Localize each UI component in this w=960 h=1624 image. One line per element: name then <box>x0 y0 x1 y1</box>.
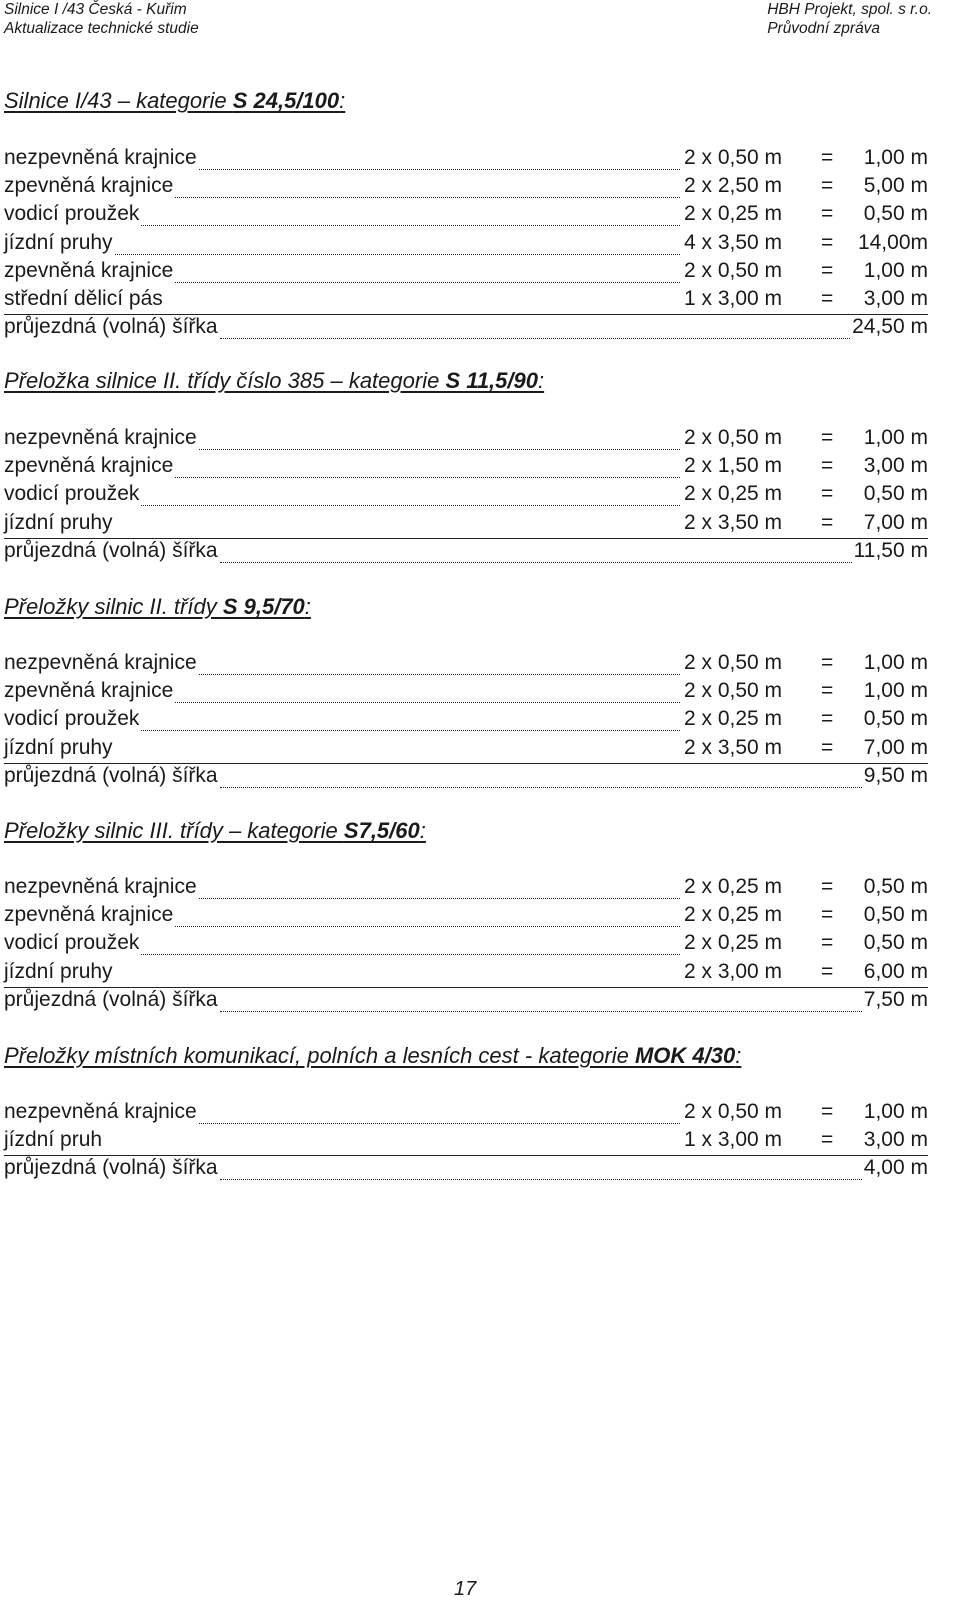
width-row <box>4 287 928 316</box>
row-result: 3,00 m <box>863 454 928 478</box>
row-label: zpevněná krajnice <box>4 174 174 198</box>
header-report-type: Průvodní zpráva <box>767 20 881 37</box>
row-result: 14,00m <box>857 230 928 254</box>
row-multiplier: 2 x 2,50 m <box>684 174 783 198</box>
row-label: jízdní pruhy <box>4 959 113 983</box>
row-label: vodicí proužek <box>4 202 140 226</box>
row-multiplier: 1 x 3,00 m <box>684 287 783 310</box>
row-multiplier: 2 x 0,50 m <box>684 679 783 703</box>
width-row <box>4 651 928 680</box>
section-heading <box>4 594 311 620</box>
row-multiplier: 2 x 3,50 m <box>684 735 783 759</box>
row-equals: = <box>821 230 834 254</box>
leader-dots <box>175 477 680 478</box>
width-row <box>4 903 928 932</box>
leader-dots <box>220 562 852 563</box>
row-equals: = <box>821 454 834 478</box>
total-width-row <box>4 764 928 793</box>
row-label: nezpevněná krajnice <box>4 875 197 898</box>
row-label: vodicí proužek <box>4 482 140 506</box>
row-result: 0,50 m <box>863 482 928 506</box>
row-multiplier: 2 x 0,50 m <box>684 651 783 674</box>
section-heading-text: Přeložka silnice II. třídy číslo 385 – kategorie <box>4 368 446 393</box>
row-equals: = <box>821 735 834 759</box>
leader-dots <box>141 954 680 955</box>
row-result: 0,50 m <box>863 875 928 898</box>
width-row <box>4 259 928 288</box>
row-result: 1,00 m <box>863 679 928 703</box>
width-row <box>4 931 928 960</box>
row-equals: = <box>821 707 834 731</box>
row-label: střední dělicí pás <box>4 287 163 310</box>
section-category-code: S 11,5/90 <box>445 368 538 393</box>
row-label: nezpevněná krajnice <box>4 146 197 169</box>
row-equals: = <box>821 146 834 169</box>
section-heading <box>4 818 426 844</box>
row-equals: = <box>821 959 834 983</box>
row-multiplier: 1 x 3,00 m <box>684 1128 783 1152</box>
row-result: 6,00 m <box>863 959 928 983</box>
total-width-value: 9,50 m <box>863 763 928 787</box>
section-heading <box>4 368 544 394</box>
row-equals: = <box>821 482 834 506</box>
row-result: 0,50 m <box>863 931 928 955</box>
section-heading-colon: : <box>419 818 426 843</box>
row-label: vodicí proužek <box>4 707 140 731</box>
leader-dots <box>175 282 680 283</box>
row-label: zpevněná krajnice <box>4 454 174 478</box>
row-label: průjezdná (volná) šířka <box>4 987 218 1011</box>
total-width-row <box>4 988 928 1017</box>
total-width-row <box>4 1156 928 1185</box>
row-label: zpevněná krajnice <box>4 258 174 282</box>
header-document-title: Silnice I /43 Česká - Kuřim <box>4 1 187 18</box>
leader-dots <box>175 926 680 927</box>
leader-dots <box>199 898 680 899</box>
section-heading-text: Přeložky místních komunikací, polních a lesních cest - kategorie <box>4 1043 635 1068</box>
width-row <box>4 1100 928 1129</box>
page-number: 17 <box>454 1578 477 1600</box>
section-heading-colon: : <box>735 1043 742 1068</box>
header-right <box>767 0 932 38</box>
total-width-value: 4,00 m <box>863 1156 928 1180</box>
width-row <box>4 174 928 203</box>
row-result: 7,00 m <box>863 735 928 759</box>
row-equals: = <box>821 651 834 674</box>
row-multiplier: 2 x 0,25 m <box>684 875 783 898</box>
leader-dots <box>220 1179 862 1180</box>
row-label: zpevněná krajnice <box>4 679 174 703</box>
row-label: průjezdná (volná) šířka <box>4 1156 218 1180</box>
row-label: průjezdná (volná) šířka <box>4 538 218 562</box>
row-label: průjezdná (volná) šířka <box>4 763 218 787</box>
width-row <box>4 707 928 736</box>
row-equals: = <box>821 1100 834 1123</box>
section-heading-text: Přeložky silnic II. třídy <box>4 594 223 619</box>
total-width-value: 11,50 m <box>853 538 928 562</box>
row-equals: = <box>821 426 834 449</box>
width-row <box>4 231 928 260</box>
row-equals: = <box>821 202 834 226</box>
row-label: průjezdná (volná) šířka <box>4 315 218 339</box>
row-label: jízdní pruhy <box>4 510 113 534</box>
total-width-value: 7,50 m <box>863 987 928 1011</box>
width-row <box>4 875 928 904</box>
row-result: 1,00 m <box>863 1100 928 1123</box>
row-result: 1,00 m <box>863 426 928 449</box>
section-heading-text: Přeložky silnic III. třídy – kategorie <box>4 818 344 843</box>
width-row <box>4 679 928 708</box>
row-label: vodicí proužek <box>4 931 140 955</box>
leader-dots <box>199 169 680 170</box>
row-equals: = <box>821 258 834 282</box>
leader-dots <box>115 254 680 255</box>
header-company: HBH Projekt, spol. s r.o. <box>767 1 932 18</box>
row-multiplier: 2 x 3,00 m <box>684 959 783 983</box>
row-label: jízdní pruh <box>4 1128 103 1152</box>
leader-dots <box>175 702 680 703</box>
row-result: 1,00 m <box>863 651 928 674</box>
row-equals: = <box>821 287 834 310</box>
leader-dots <box>220 787 862 788</box>
row-label: jízdní pruhy <box>4 735 113 759</box>
section-category-code: S7,5/60 <box>343 818 420 843</box>
row-result: 5,00 m <box>863 174 928 198</box>
width-row <box>4 736 928 765</box>
section-heading-colon: : <box>339 88 346 113</box>
width-row <box>4 146 928 175</box>
width-row <box>4 202 928 231</box>
section-heading-colon: : <box>538 368 545 393</box>
row-multiplier: 2 x 0,50 m <box>684 426 783 449</box>
leader-dots <box>199 674 680 675</box>
leader-dots <box>199 449 680 450</box>
row-multiplier: 2 x 0,25 m <box>684 482 783 506</box>
width-row <box>4 482 928 511</box>
row-multiplier: 2 x 1,50 m <box>684 454 783 478</box>
width-row <box>4 960 928 989</box>
row-equals: = <box>821 931 834 955</box>
header-document-subtitle: Aktualizace technické studie <box>4 20 199 37</box>
row-multiplier: 2 x 3,50 m <box>684 510 783 534</box>
row-equals: = <box>821 174 834 198</box>
row-label: jízdní pruhy <box>4 230 113 254</box>
total-width-row <box>4 539 928 568</box>
row-multiplier: 2 x 0,25 m <box>684 903 783 927</box>
row-multiplier: 2 x 0,25 m <box>684 931 783 955</box>
row-multiplier: 2 x 0,25 m <box>684 202 783 226</box>
row-equals: = <box>821 679 834 703</box>
width-row <box>4 1128 928 1157</box>
leader-dots <box>220 338 850 339</box>
row-label: zpevněná krajnice <box>4 903 174 927</box>
row-equals: = <box>821 903 834 927</box>
row-result: 0,50 m <box>863 903 928 927</box>
leader-dots <box>220 1011 862 1012</box>
leader-dots <box>141 505 680 506</box>
leader-dots <box>141 730 680 731</box>
row-label: nezpevněná krajnice <box>4 426 197 449</box>
section-heading <box>4 88 345 114</box>
leader-dots <box>175 197 680 198</box>
row-equals: = <box>821 875 834 898</box>
total-width-value: 24,50 m <box>852 315 928 339</box>
row-result: 0,50 m <box>863 707 928 731</box>
header-left <box>4 0 199 38</box>
row-result: 1,00 m <box>863 258 928 282</box>
row-multiplier: 2 x 0,25 m <box>684 707 783 731</box>
row-result: 3,00 m <box>863 287 928 310</box>
width-row <box>4 511 928 540</box>
row-result: 1,00 m <box>863 146 928 169</box>
section-category-code: S 9,5/70 <box>222 594 305 619</box>
row-label: nezpevněná krajnice <box>4 1100 197 1123</box>
leader-dots <box>199 1123 680 1124</box>
section-category-code: MOK 4/30 <box>634 1043 736 1068</box>
row-label: nezpevněná krajnice <box>4 651 197 674</box>
total-width-row <box>4 315 928 344</box>
row-equals: = <box>821 510 834 534</box>
section-category-code: S 24,5/100 <box>232 88 340 113</box>
row-equals: = <box>821 1128 834 1152</box>
row-result: 7,00 m <box>863 510 928 534</box>
row-result: 0,50 m <box>863 202 928 226</box>
row-result: 3,00 m <box>863 1128 928 1152</box>
section-heading-text: Silnice I/43 – kategorie <box>4 88 233 113</box>
row-multiplier: 4 x 3,50 m <box>684 230 783 254</box>
section-heading <box>4 1043 741 1069</box>
row-multiplier: 2 x 0,50 m <box>684 258 783 282</box>
section-heading-colon: : <box>304 594 311 619</box>
row-multiplier: 2 x 0,50 m <box>684 146 783 169</box>
row-multiplier: 2 x 0,50 m <box>684 1100 783 1123</box>
width-row <box>4 454 928 483</box>
leader-dots <box>141 225 680 226</box>
width-row <box>4 426 928 455</box>
